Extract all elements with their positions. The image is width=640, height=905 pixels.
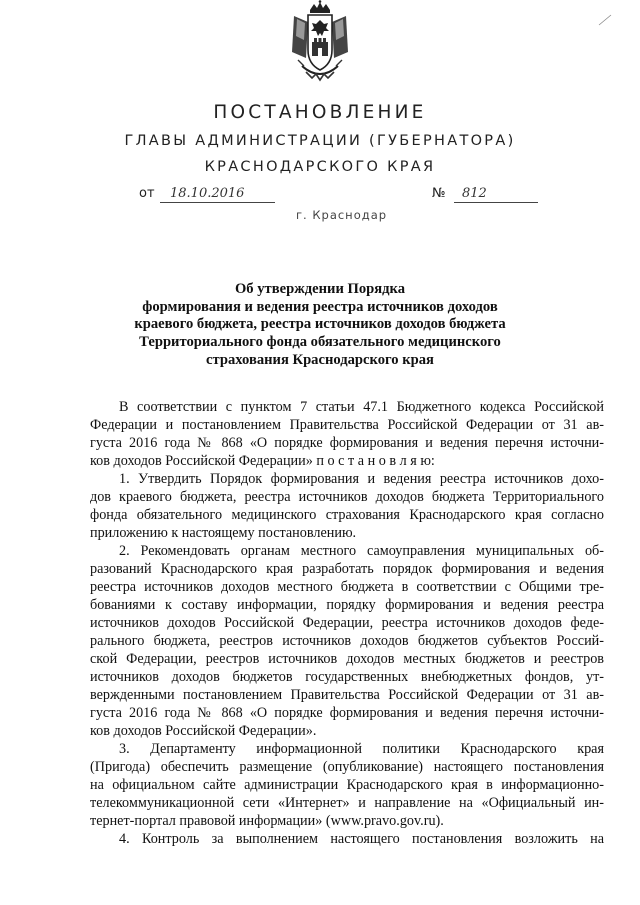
body-line: фонда обязательного медицинского страхования Краснодарского края согласно xyxy=(90,507,604,523)
issuer-line-1: ГЛАВЫ АДМИНИСТРАЦИИ (ГУБЕРНАТОРА) xyxy=(124,133,516,149)
body-line: вержденными постановлением Правительства Российской Федерации от 31 ав- xyxy=(90,687,604,703)
body-line: 1. Утвердить Порядок формирования и ведения реестра источников дохо- xyxy=(119,471,604,487)
body-line: ков доходов Российской Федерации» п о с т а н о в л я ю: xyxy=(90,453,435,469)
subject-title-line: формирования и ведения реестра источников доходов xyxy=(142,298,498,315)
pen-mark-icon xyxy=(598,14,612,26)
date-label: от xyxy=(139,186,155,201)
body-line: бованиями к составу информации, порядку формирования и ведения реестра xyxy=(90,597,604,613)
body-line: (Пригода) обеспечить размещение (опубликование) настоящего постановления xyxy=(90,759,604,775)
body-line: тернет-портал правовой информации» (www.pravo.gov.ru). xyxy=(90,813,444,829)
document-subject-title xyxy=(0,281,640,370)
body-line: густа 2016 года № 868 «О порядке формирования и ведения перечня источни- xyxy=(90,435,604,451)
body-line: 2. Рекомендовать органам местного самоуправления муниципальных об- xyxy=(119,543,604,559)
number-value: 812 xyxy=(454,186,538,203)
krasnodar-coat-of-arms-icon xyxy=(288,0,352,86)
issuer-line-2: КРАСНОДАРСКОГО КРАЯ xyxy=(204,159,436,175)
body-line: телекоммуникационной сети «Интернет» и направление на «Официальный ин- xyxy=(90,795,604,811)
body-line: источников доходов бюджетов государственных внебюджетных фондов, ут- xyxy=(90,669,604,685)
body-line: приложению к настоящему постановлению. xyxy=(90,525,357,541)
body-line: 4. Контроль за выполнением настоящего постановления возложить на xyxy=(119,831,604,847)
subject-title-line: краевого бюджета, реестра источников доходов бюджета xyxy=(134,316,506,333)
subject-title-line: Об утверждении Порядка xyxy=(234,281,406,297)
body-line: реестра источников доходов местного бюджета в соответствии с Общими тре- xyxy=(90,579,604,595)
body-line: ской Федерации, реестров источников доходов местных бюджетов и реестров xyxy=(90,651,604,667)
city-label: г. Краснодар xyxy=(296,208,388,222)
body-line: рального бюджета, реестров источников доходов бюджетов субъектов Россий- xyxy=(90,633,604,649)
body-line: Федерации и постановлением Правительства Российской Федерации от 31 ав- xyxy=(90,417,604,433)
body-line: дов краевого бюджета, реестра источников доходов бюджета Территориального xyxy=(90,489,604,505)
body-line: разований Краснодарского края разработать порядок формирования и ведения xyxy=(90,561,604,577)
body-line: источников доходов Российской Федерации, реестра источников доходов феде- xyxy=(90,615,604,631)
body-line: густа 2016 года № 868 «О порядке формирования и ведения перечня источни- xyxy=(90,705,604,721)
date-value: 18.10.2016 xyxy=(160,186,275,203)
body-line: на официальном сайте администрации Краснодарского края в информационно- xyxy=(90,777,604,793)
body-line: 3. Департаменту информационной политики Краснодарского края xyxy=(119,741,604,757)
subject-title-line: Территориального фонда обязательного медицинского xyxy=(139,334,501,351)
body-line: В соответствии с пунктом 7 статьи 47.1 Бюджетного кодекса Российской xyxy=(119,399,604,415)
body-line: ков доходов Российской Федерации». xyxy=(90,723,317,739)
subject-title-line: страхования Краснодарского края xyxy=(206,351,434,368)
number-label: № xyxy=(432,186,446,201)
document-type-title: ПОСТАНОВЛЕНИЕ xyxy=(213,102,427,123)
